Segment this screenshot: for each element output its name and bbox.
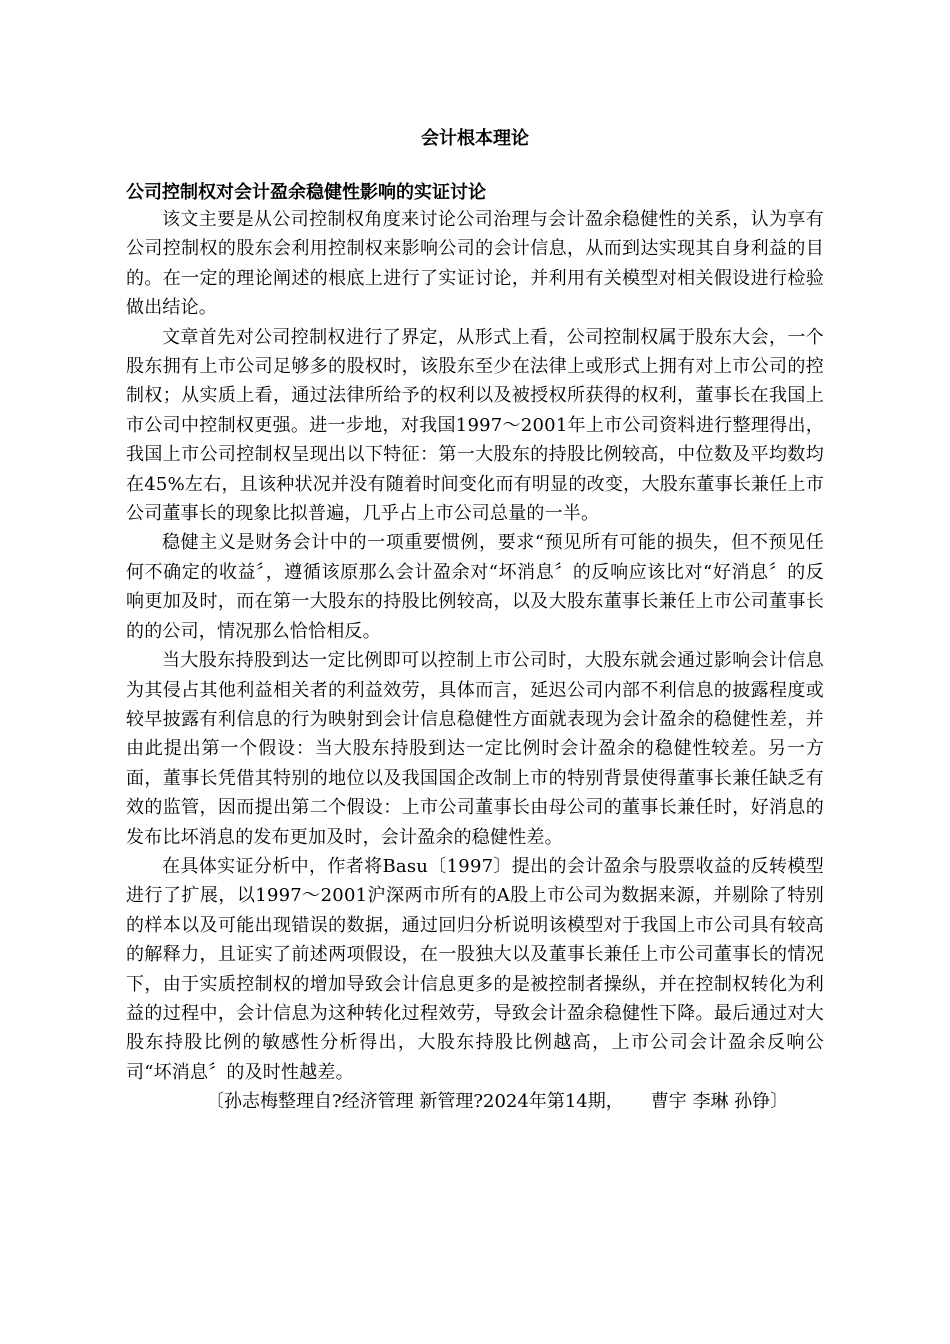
paragraph-1: 该文主要是从公司控制权角度来讨论公司治理与会计盈余稳健性的关系，认为享有公司控制权的股东会利用控制权来影响公司的会计信息，从而到达实现其自身利益的目的。在一定的理论阐述的根底上进行了实证讨论，并利用有关模型对相关假设进行检验做出结论。: [126, 209, 824, 319]
paragraph-4: 当大股东持股到达一定比例即可以控制上市公司时，大股东就会通过影响会计信息为其侵占其他利益相关者的利益效劳，具体而言，延迟公司内部不利信息的披露程度或较早披露有利信息的行为映射到会计信息稳健性方面就表现为会计盈余的稳健性差，并由此提出第一个假设：当大股东持股到达一定比例时会计盈余的稳健性较差。另一方面，董事长凭借其特别的地位以及我国国企改制上市的特别背景使得董事长兼任缺乏有效的监管，因而提出第二个假设：上市公司董事长由母公司的董事长兼任时，好消息的发布比坏消息的发布更加及时，会计盈余的稳健性差。: [126, 650, 824, 848]
article-body: [126, 205, 824, 1117]
paragraph-5: 在具体实证分析中，作者将Basu〔1997〕提出的会计盈余与股票收益的反转模型进行了扩展，以1997～2001沪深两市所有的A股上市公司为数据来源，并剔除了特别的样本以及可能出现错误的数据，通过回归分析说明该模型对于我国上市公司具有较高的解释力，且证实了前述两项假设，在一股独大以及董事长兼任上市公司董事长的情况下，由于实质控制权的增加导致会计信息更多的是被控制者操纵，并在控制权转化为利益的过程中，会计信息为这种转化过程效劳，导致会计盈余稳健性下降。最后通过对大股东持股比例的敏感性分析得出，大股东持股比例越高，上市公司会计盈余反响公司“坏消息〞的及时性越差。: [126, 855, 824, 1083]
paragraph-3: 稳健主义是财务会计中的一项重要惯例，要求“预见所有可能的损失，但不预见任何不确定的收益〞，遵循该原那么会计盈余对“坏消息〞的反响应该比对“好消息〞的反响更加及时，而在第一大股东的持股比例较高，以及大股东董事长兼任上市公司董事长的的公司，情况那么恰恰相反。: [126, 532, 824, 642]
paragraph-2: 文章首先对公司控制权进行了界定，从形式上看，公司控制权属于股东大会，一个股东拥有上市公司足够多的股权时，该股东至少在法律上或形式上拥有对上市公司的控制权；从实质上看，通过法律所给予的权利以及被授权所获得的权利，董事长在我国上市公司中控制权更强。进一步地，对我国1997～2001年上市公司资料进行整理得出，我国上市公司控制权呈现出以下特征：第一大股东的持股比例较高，中位数及平均数均在45%左右，且该种状况并没有随着时间变化而有明显的改变，大股东董事长兼任上市公司董事长的现象比拟普遍，几乎占上市公司总量的一半。: [126, 326, 824, 525]
source-citation: 〔孙志梅整理自?经济管理 新管理?2024年第14期， 曹宇 李琳 孙铮〕: [206, 1091, 789, 1113]
article-title: 公司控制权对会计盈余稳健性影响的实证讨论: [126, 182, 486, 203]
section-title: 会计根本理论: [421, 128, 529, 149]
